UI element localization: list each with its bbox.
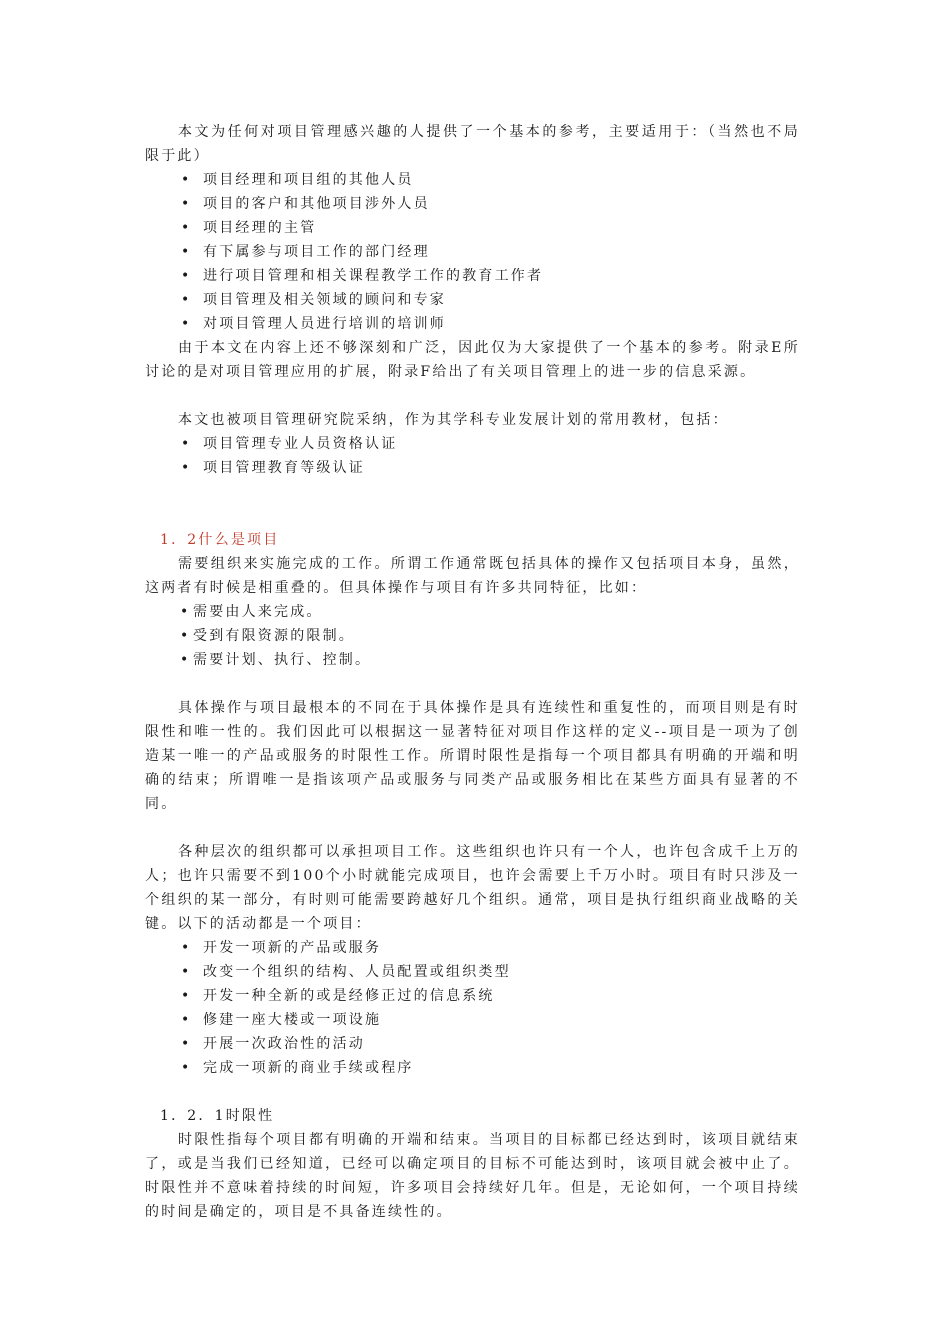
section-heading-1-2: 1．2什么是项目 [160,532,280,548]
intro-paragraph-3: 本文也被项目管理研究院采纳，作为其学科专业发展计划的常用教材，包括： [178,412,729,428]
list-item: • 需要由人来完成。 [145,600,800,624]
list-item: • 项目经理的主管 [145,216,800,240]
list-item: • 开发一项新的产品或服务 [145,936,800,960]
bullet-icon: • [181,436,192,452]
document-page [145,120,800,1224]
list-item: • 开发一种全新的或是经修正过的信息系统 [145,984,800,1008]
list-item: • 项目管理教育等级认证 [145,456,800,480]
bullet-icon: • [180,628,191,644]
bullet-icon: • [181,292,192,308]
list-item: • 需要计划、执行、控制。 [145,648,800,672]
list-item: • 有下属参与项目工作的部门经理 [145,240,800,264]
intro-paragraph-2: 由于本文在内容上还不够深刻和广泛，因此仅为大家提供了一个基本的参考。附录E所讨论的是对项目管理应用的扩展，附录F给出了有关项目管理上的进一步的信息采源。 [145,340,800,380]
section-1-2-paragraph-1: 需要组织来实施完成的工作。所谓工作通常既包括具体的操作又包括项目本身，虽然，这两者有时候是相重叠的。但具体操作与项目有许多共同特征，比如： [145,556,800,596]
bullet-icon: • [181,268,192,284]
features-list [145,600,800,672]
list-item: • 项目管理专业人员资格认证 [145,432,800,456]
bullet-icon: • [181,316,192,332]
list-item: • 项目管理及相关领域的顾问和专家 [145,288,800,312]
list-item: • 项目经理和项目组的其他人员 [145,168,800,192]
bullet-icon: • [181,1060,192,1076]
bullet-icon: • [181,220,192,236]
bullet-icon: • [181,196,192,212]
section-1-2-paragraph-3: 各种层次的组织都可以承担项目工作。这些组织也许只有一个人，也许包含成千上万的人；也许只需要不到100个小时就能完成项目，也许会需要上千万小时。项目有时只涉及一个组织的某一部分，有时则可能需要跨越好几个组织。通常，项目是执行组织商业战略的关键。以下的活动都是一个项目： [145,844,800,932]
bullet-icon: • [181,1036,192,1052]
list-item: • 进行项目管理和相关课程教学工作的教育工作者 [145,264,800,288]
bullet-icon: • [181,172,192,188]
section-1-2-paragraph-2: 具体操作与项目最根本的不同在于具体操作是具有连续性和重复性的，而项目则是有时限性和唯一性的。我们因此可以根据这一显著特征对项目作这样的定义--项目是一项为了创造某一唯一的产品或服务的时限性工作。所谓时限性是指每一个项目都具有明确的开端和明确的结束；所谓唯一是指该项产品或服务与同类产品或服务相比在某些方面具有显著的不同。 [145,700,800,812]
bullet-icon: • [181,1012,192,1028]
bullet-icon: • [181,460,192,476]
uses-list [145,432,800,480]
section-heading-1-2-1: 1．2．1时限性 [160,1108,275,1124]
intro-paragraph-1: 本文为任何对项目管理感兴趣的人提供了一个基本的参考，主要适用于：（当然也不局限于此） [145,124,800,164]
bullet-icon: • [181,964,192,980]
section-1-2-1-paragraph-1: 时限性指每个项目都有明确的开端和结束。当项目的目标都已经达到时，该项目就结束了，或是当我们已经知道，已经可以确定项目的目标不可能达到时，该项目就会被中止了。时限性并不意味着持续的时间短，许多项目会持续好几年。但是，无论如何，一个项目持续的时间是确定的，项目是不具备连续性的。 [145,1132,800,1220]
list-item: • 完成一项新的商业手续或程序 [145,1056,800,1080]
activities-list [145,936,800,1080]
bullet-icon: • [180,604,191,620]
bullet-icon: • [181,988,192,1004]
list-item: • 对项目管理人员进行培训的培训师 [145,312,800,336]
audience-list [145,168,800,336]
list-item: • 修建一座大楼或一项设施 [145,1008,800,1032]
bullet-icon: • [181,940,192,956]
list-item: • 受到有限资源的限制。 [145,624,800,648]
bullet-icon: • [180,652,191,668]
list-item: • 改变一个组织的结构、人员配置或组织类型 [145,960,800,984]
list-item: • 开展一次政治性的活动 [145,1032,800,1056]
bullet-icon: • [181,244,192,260]
list-item: • 项目的客户和其他项目涉外人员 [145,192,800,216]
